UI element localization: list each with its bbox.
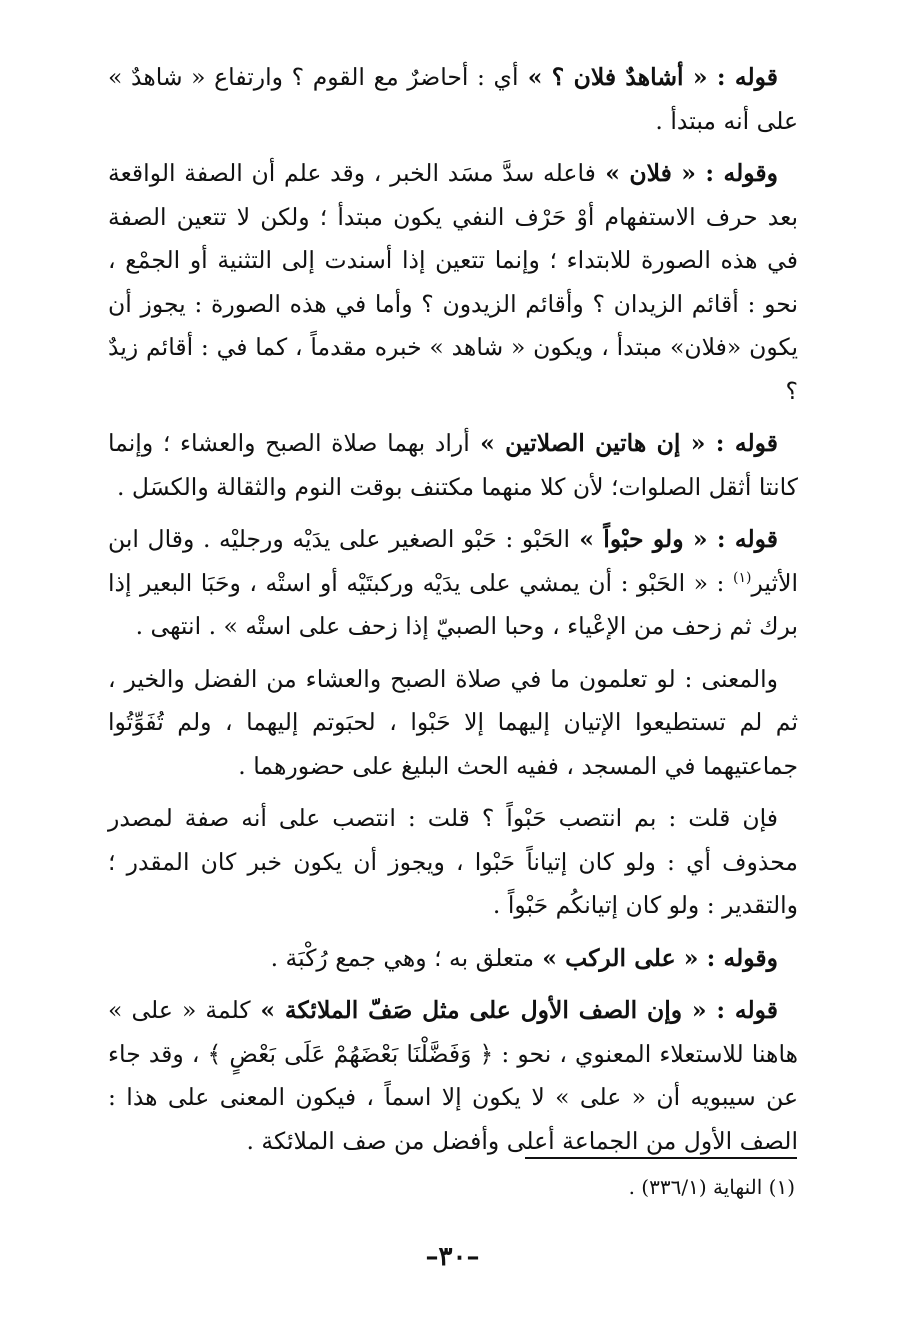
paragraph-1-text: أي : أحاضرٌ مع القوم ؟ وارتفاع « شاهدٌ » على أنه مبتدأ . bbox=[108, 63, 798, 135]
paragraph-4-keyword: قوله : « ولو حبْواً » bbox=[569, 525, 778, 553]
paragraph-8-keyword: قوله : « وإن الصف الأول على مثل صَفّ الملائكة » bbox=[250, 996, 778, 1024]
paragraph-5 bbox=[108, 658, 798, 789]
footnote-divider bbox=[525, 1157, 797, 1159]
paragraph-4-text-continued: : « الحَبْو : أن يمشي على يدَيْه وركبتَيْه أو استْه ، وحَبَا البعير إذا برك ثم زحف من الإعْياء ، وحبا الصبيّ إذا زحف على استْه » . انتهى . bbox=[108, 568, 798, 640]
footnote: (١) النهاية (٣٣٦/١) . bbox=[628, 1175, 795, 1199]
paragraph-2-text: فاعله سدَّ مسَد الخبر ، وقد علم أن الصفة الواقعة بعد حرف الاستفهام أوْ حَرْف النفي يكون مبتدأ ؛ ولكن لا تتعين الصفة في هذه الصورة للابتداء ؛ وإنما تتعين إذا أسندت إلى التثنية أو الجمْع ، نحو : أقائم الزيدان ؟ وأقائم الزيدون ؟ وأما في هذه الصورة : يجوز أن يكون «فلان» مبتدأ ، ويكون « شاهد » خبره مقدماً ، كما في : أقائم زيدٌ ؟ bbox=[108, 159, 798, 405]
paragraph-6 bbox=[108, 797, 798, 928]
paragraph-3 bbox=[108, 422, 798, 509]
footnote-reference[interactable]: (١) bbox=[733, 569, 752, 586]
page-number: –٣٠– bbox=[425, 1242, 480, 1272]
paragraph-4 bbox=[108, 518, 798, 649]
paragraph-8-text: كلمة « على » هاهنا للاستعلاء المعنوي ، نحو : ﴿ وَفَضَّلْنَا بَعْضَهُمْ عَلَى بَعْضٍ ﴾ ، وقد جاء عن سيبويه أن « على » لا يكون إلا اسماً ، فيكون المعنى على هذا : الصف الأول من الجماعة أعلى وأفضل من صف الملائكة . bbox=[108, 996, 798, 1155]
paragraph-2-keyword: وقوله : « فلان » bbox=[595, 159, 779, 187]
paragraph-2 bbox=[108, 152, 798, 413]
paragraph-7-keyword: وقوله : « على الركب » bbox=[534, 943, 778, 972]
paragraph-4-text: الحَبْو : حَبْو الصغير على يدَيْه ورجليْه . وقال ابن الأثير bbox=[108, 525, 798, 597]
paragraph-8 bbox=[108, 989, 798, 1163]
paragraph-6-text: فإن قلت : بم انتصب حَبْواً ؟ قلت : انتصب على أنه صفة لمصدر محذوف أي : ولو كان إتياناً حَبْوا ، ويجوز أن يكون خبر كان المقدر ؛ والتقدير : ولو كان إتيانكُم حَبْواً . bbox=[108, 804, 798, 919]
paragraph-1 bbox=[108, 56, 798, 143]
paragraph-3-keyword: قوله : « إن هاتين الصلاتين » bbox=[469, 429, 778, 457]
page-body bbox=[108, 56, 798, 1172]
paragraph-3-text: أراد بهما صلاة الصبح والعشاء ؛ وإنما كانتا أثقل الصلوات؛ لأن كلا منهما مكتنف بوقت النوم والثقالة والكسَل . bbox=[108, 429, 798, 501]
paragraph-5-text: والمعنى : لو تعلمون ما في صلاة الصبح والعشاء من الفضل والخير ، ثم لم تستطيعوا الإتيان إليهما إلا حَبْوا ، لحبَوتم إليهما ، ولم تُفَوِّتُوا جماعتيهما في المسجد ، ففيه الحث البليغ على حضورهما . bbox=[108, 664, 798, 780]
paragraph-7 bbox=[108, 937, 798, 981]
paragraph-7-text: متعلق به ؛ وهي جمع رُكْبَة . bbox=[270, 943, 535, 972]
paragraph-1-keyword: قوله : « أشاهدٌ فلان ؟ » bbox=[518, 63, 778, 91]
